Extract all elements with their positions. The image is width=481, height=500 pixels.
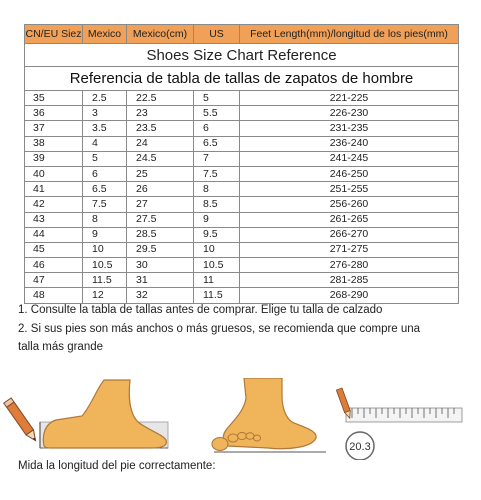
cell-us: 10.5 — [194, 258, 240, 273]
cell-us: 11 — [194, 273, 240, 288]
note-1: 1. Consulte la tabla de tallas antes de comprar. Elige tu talla de calzado — [18, 304, 383, 316]
cell-mexico-cm: 23.5 — [127, 121, 194, 136]
cell-us: 10 — [194, 242, 240, 257]
table-row — [25, 106, 459, 121]
cell-mexico-cm: 29.5 — [127, 242, 194, 257]
table-row — [25, 182, 459, 197]
magnifier-icon — [346, 432, 374, 460]
table-row — [25, 242, 459, 257]
cell-mexico-cm: 24.5 — [127, 151, 194, 166]
cell-us: 9 — [194, 212, 240, 227]
chart-subtitle: Referencia de tabla de tallas de zapatos de hombre — [25, 67, 459, 91]
cell-cn-eu: 37 — [25, 121, 83, 136]
cell-mexico-cm: 26 — [127, 182, 194, 197]
cell-feet-length: 241-245 — [240, 151, 459, 166]
measuring-illustration — [0, 378, 481, 460]
cell-cn-eu: 41 — [25, 182, 83, 197]
cell-cn-eu: 39 — [25, 151, 83, 166]
ruler-icon — [336, 388, 462, 422]
measure-caption: Mida la longitud del pie correctamente: — [18, 460, 216, 472]
table-row — [25, 166, 459, 181]
column-header-us: US — [194, 25, 240, 44]
cell-mexico: 6.5 — [83, 182, 127, 197]
cell-mexico-cm: 27.5 — [127, 212, 194, 227]
chart-title: Shoes Size Chart Reference — [25, 44, 459, 67]
size-chart-table — [24, 24, 459, 304]
pencil-icon — [4, 398, 39, 443]
cell-mexico: 3.5 — [83, 121, 127, 136]
cell-feet-length: 246-250 — [240, 166, 459, 181]
cell-us: 8 — [194, 182, 240, 197]
cell-feet-length: 226-230 — [240, 106, 459, 121]
cell-us: 6.5 — [194, 136, 240, 151]
cell-cn-eu: 44 — [25, 227, 83, 242]
cell-mexico: 3 — [83, 106, 127, 121]
cell-feet-length: 268-290 — [240, 288, 459, 303]
cell-us: 8.5 — [194, 197, 240, 212]
column-header-feet-length: Feet Length(mm)/longitud de los pies(mm) — [240, 25, 459, 44]
column-header-mexico-cm: Mexico(cm) — [127, 25, 194, 44]
cell-mexico: 11.5 — [83, 273, 127, 288]
cell-us: 5 — [194, 91, 240, 106]
cell-us: 5.5 — [194, 106, 240, 121]
cell-mexico: 8 — [83, 212, 127, 227]
table-row — [25, 212, 459, 227]
cell-us: 9.5 — [194, 227, 240, 242]
table-row — [25, 121, 459, 136]
ruler-reading: 20.3 — [349, 441, 371, 453]
size-rows — [25, 91, 459, 304]
cell-feet-length: 251-255 — [240, 182, 459, 197]
cell-mexico-cm: 27 — [127, 197, 194, 212]
table-row — [25, 258, 459, 273]
cell-mexico-cm: 24 — [127, 136, 194, 151]
cell-feet-length: 281-285 — [240, 273, 459, 288]
cell-cn-eu: 35 — [25, 91, 83, 106]
cell-mexico-cm: 32 — [127, 288, 194, 303]
cell-mexico: 5 — [83, 151, 127, 166]
cell-us: 7.5 — [194, 166, 240, 181]
cell-mexico: 10.5 — [83, 258, 127, 273]
table-row — [25, 151, 459, 166]
cell-mexico: 12 — [83, 288, 127, 303]
cell-feet-length: 266-270 — [240, 227, 459, 242]
cell-mexico: 2.5 — [83, 91, 127, 106]
column-header-mexico: Mexico — [83, 25, 127, 44]
table-row — [25, 273, 459, 288]
cell-mexico-cm: 30 — [127, 258, 194, 273]
notes — [18, 301, 473, 357]
cell-mexico: 4 — [83, 136, 127, 151]
cell-feet-length: 231-235 — [240, 121, 459, 136]
table-row — [25, 91, 459, 106]
cell-cn-eu: 46 — [25, 258, 83, 273]
note-2: 2. Si sus pies son más anchos o más gruesos, se recomienda que compre una — [18, 322, 421, 335]
cell-mexico: 9 — [83, 227, 127, 242]
cell-mexico-cm: 23 — [127, 106, 194, 121]
cell-mexico: 6 — [83, 166, 127, 181]
cell-mexico-cm: 22.5 — [127, 91, 194, 106]
cell-cn-eu: 36 — [25, 106, 83, 121]
table-row — [25, 227, 459, 242]
cell-mexico: 10 — [83, 242, 127, 257]
cell-cn-eu: 38 — [25, 136, 83, 151]
foot-side-icon — [40, 380, 168, 448]
note-2-continued: talla más grande — [18, 341, 104, 353]
cell-cn-eu: 40 — [25, 166, 83, 181]
cell-feet-length: 271-275 — [240, 242, 459, 257]
cell-us: 11.5 — [194, 288, 240, 303]
cell-us: 6 — [194, 121, 240, 136]
column-header-cn-eu: CN/EU Siez — [25, 25, 83, 44]
cell-feet-length: 236-240 — [240, 136, 459, 151]
cell-cn-eu: 42 — [25, 197, 83, 212]
cell-feet-length: 256-260 — [240, 197, 459, 212]
cell-feet-length: 276-280 — [240, 258, 459, 273]
cell-mexico-cm: 31 — [127, 273, 194, 288]
cell-mexico-cm: 25 — [127, 166, 194, 181]
cell-mexico-cm: 28.5 — [127, 227, 194, 242]
cell-cn-eu: 45 — [25, 242, 83, 257]
table-row — [25, 197, 459, 212]
cell-cn-eu: 47 — [25, 273, 83, 288]
cell-mexico: 7.5 — [83, 197, 127, 212]
cell-us: 7 — [194, 151, 240, 166]
cell-cn-eu: 43 — [25, 212, 83, 227]
cell-cn-eu: 48 — [25, 288, 83, 303]
cell-feet-length: 221-225 — [240, 91, 459, 106]
cell-feet-length: 261-265 — [240, 212, 459, 227]
foot-top-icon — [212, 378, 326, 452]
table-row — [25, 136, 459, 151]
